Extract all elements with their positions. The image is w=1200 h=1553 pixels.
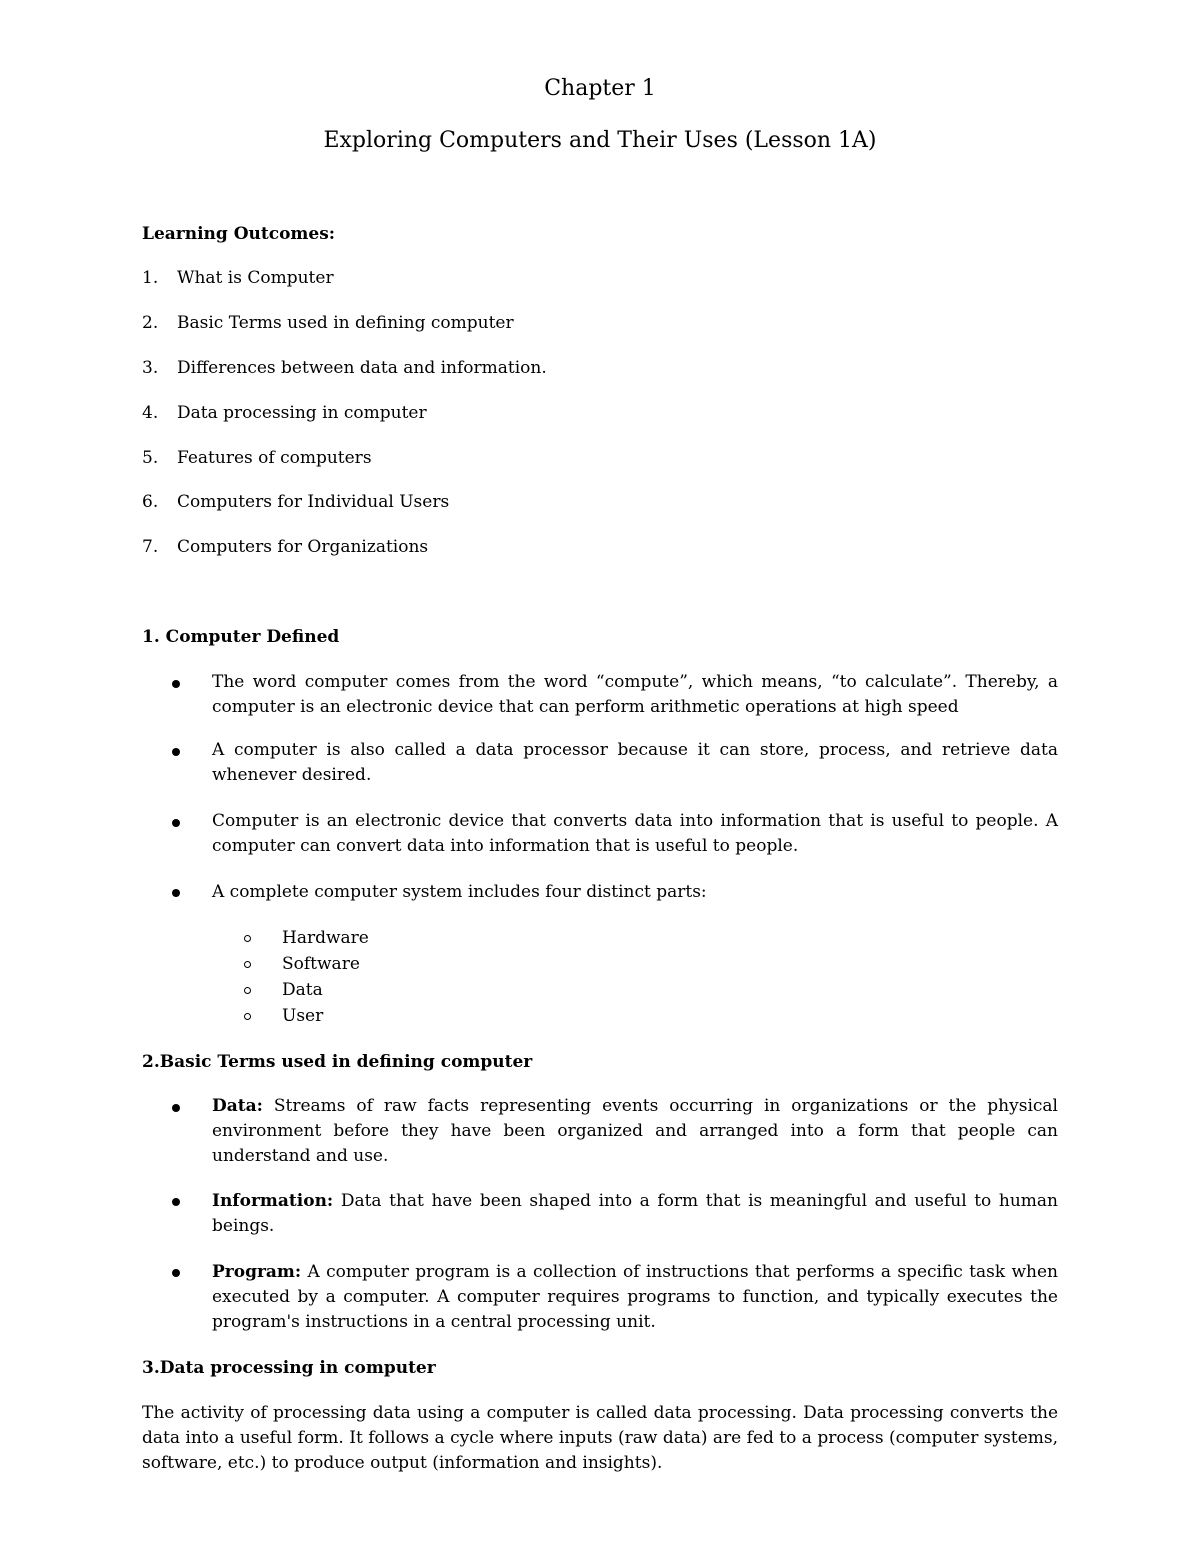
- section-heading-data-processing: 3.Data processing in computer: [142, 1358, 436, 1378]
- learning-outcomes-heading: Learning Outcomes:: [142, 224, 336, 244]
- bullet-icon: [172, 741, 186, 756]
- list-number: 5.: [142, 448, 159, 468]
- list-number: 3.: [142, 358, 159, 378]
- bullet-icon: [172, 882, 186, 897]
- sub-bullet-icon: [244, 1005, 254, 1020]
- bullet-icon: [172, 673, 186, 688]
- list-text: Computers for Organizations: [177, 537, 429, 557]
- part-user: User: [282, 1006, 324, 1026]
- list-number: 7.: [142, 537, 159, 557]
- bullet-text: The word computer comes from the word “compute”, which means, “to calculate”. Thereby, a computer is an electronic device that can perform arithmetic operations at high speed: [212, 672, 1058, 717]
- term-information: [212, 1189, 1058, 1239]
- bullet-icon: [172, 812, 186, 827]
- term-label: Program:: [212, 1262, 302, 1282]
- term-label: Information:: [212, 1191, 334, 1211]
- bullet-icon: [172, 1262, 186, 1277]
- term-definition: A computer program is a collection of instructions that performs a specific task when executed by a computer. A computer requires programs to function, and typically executes the program's instructions in a central processing unit.: [212, 1262, 1058, 1332]
- sub-bullet-icon: [244, 927, 254, 942]
- list-number: 1.: [142, 268, 159, 288]
- list-number: 6.: [142, 492, 159, 512]
- term-label: Data:: [212, 1096, 263, 1116]
- list-text: Data processing in computer: [177, 403, 427, 423]
- term-data: [212, 1094, 1058, 1169]
- term-definition: Streams of raw facts representing events occurring in organizations or the physical environment before they have been organized and arranged into a form that people can understand and use.: [212, 1096, 1058, 1166]
- chapter-title: Chapter 1: [544, 76, 656, 101]
- bullet-icon: [172, 1097, 186, 1112]
- term-definition: Data that have been shaped into a form that is meaningful and useful to human beings.: [212, 1191, 1058, 1236]
- term-program: [212, 1260, 1058, 1335]
- list-number: 2.: [142, 313, 159, 333]
- bullet-text: Computer is an electronic device that converts data into information that is useful to people. A computer can convert data into information that is useful to people.: [212, 811, 1058, 856]
- section-heading-computer-defined: 1. Computer Defined: [142, 627, 340, 647]
- list-number: 4.: [142, 403, 159, 423]
- part-hardware: Hardware: [282, 928, 369, 948]
- bullet-text: A complete computer system includes four distinct parts:: [212, 882, 707, 902]
- part-software: Software: [282, 954, 360, 974]
- sub-bullet-icon: [244, 953, 254, 968]
- lesson-title: Exploring Computers and Their Uses (Lesson 1A): [323, 128, 877, 153]
- list-text: What is Computer: [177, 268, 334, 288]
- bullet-icon: [172, 1191, 186, 1206]
- list-text: Features of computers: [177, 448, 372, 468]
- data-processing-paragraph: The activity of processing data using a computer is called data processing. Data processing converts the data into a useful form. It follows a cycle where inputs (raw data) are fed to a process (computer systems, software, etc.) to produce output (information and insights).: [142, 1403, 1058, 1473]
- list-text: Differences between data and information.: [177, 358, 547, 378]
- bullet-text: A computer is also called a data processor because it can store, process, and retrieve data whenever desired.: [212, 740, 1058, 785]
- section-heading-basic-terms: 2.Basic Terms used in defining computer: [142, 1052, 533, 1072]
- list-text: Basic Terms used in defining computer: [177, 313, 514, 333]
- list-text: Computers for Individual Users: [177, 492, 450, 512]
- part-data: Data: [282, 980, 323, 1000]
- sub-bullet-icon: [244, 979, 254, 994]
